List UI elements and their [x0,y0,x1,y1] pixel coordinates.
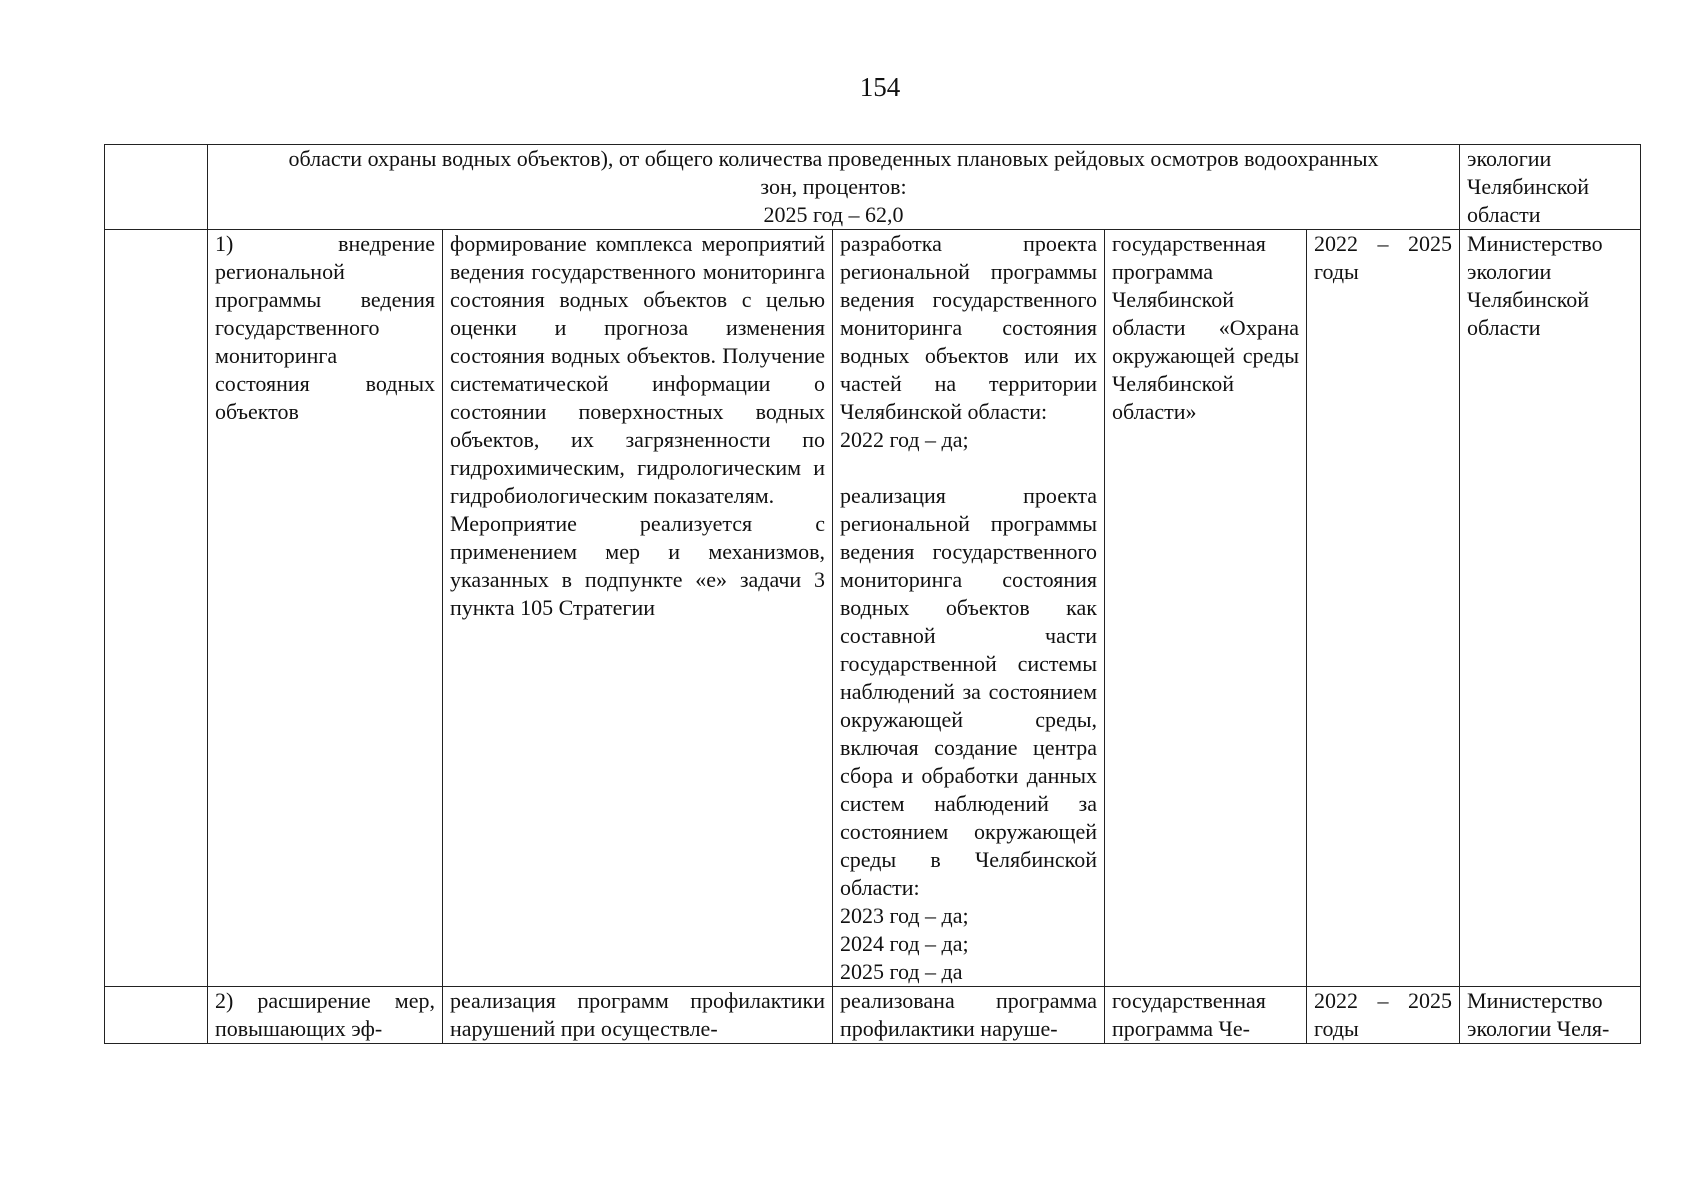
table-row-continuation [105,145,1641,230]
cell-number [105,145,208,230]
cell-number [105,230,208,987]
cell-program: государственная программа Челябинской области «Охрана окружающей среды Челябинской области» [1105,230,1307,987]
table-row [105,230,1641,987]
description-paragraph: формирование комплекса мероприятий ведения государственного мониторинга состояния водных объектов с целью оценки и прогноза изменения состояния водных объектов. Получение систематической информации о состоянии поверхностных водных объектов, их загрязненности по гидрохимическим, гидрологическим и гидробиологическим показателям. [450,231,825,508]
table-row [105,987,1641,1044]
cell-measure: 1) внедрение региональной программы ведения государственного мониторинга состояния водных объектов [208,230,443,987]
cell-result: реализована программа профилактики наруше- [833,987,1105,1044]
result-text: разработка проекта региональной программы ведения государственного мониторинга состояния водных объектов или их частей на территории Челябинской области: [840,231,1097,424]
result-text: реализация проекта региональной программы ведения государственного мониторинга состояния водных объектов как составной части государственной системы наблюдений за состоянием окружающей среды, включая создание центра сбора и обработки данных систем наблюдений за состоянием окружающей среды в Челябинской области: [840,483,1097,900]
cell-description [443,230,833,987]
page-number: 154 [859,72,901,102]
cell-program: государственная программа Че- [1105,987,1307,1044]
cell-period: 2022 – 2025 годы [1307,230,1460,987]
result-years: 2023 год – да; 2024 год – да; 2025 год – да [840,903,969,984]
measures-table [104,144,1641,1044]
indicator-line: 2025 год – 62,0 [763,202,904,227]
cell-period: 2022 – 2025 годы [1307,987,1460,1044]
description-paragraph: Мероприятие реализуется с применением мер и механизмов, указанных в подпункте «е» задачи 3 пункта 105 Стратегии [450,511,825,620]
cell-responsible: экологии Челябинской области [1460,145,1641,230]
result-years: 2022 год – да; [840,427,969,452]
cell-responsible: Министерство экологии Челя- [1460,987,1641,1044]
cell-responsible: Министерство экологии Челябинской области [1460,230,1641,987]
indicator-line: области охраны водных объектов), от общего количества проведенных плановых рейдовых осмотров водоохранных [288,146,1379,171]
cell-indicator-continuation [208,145,1460,230]
cell-description: реализация программ профилактики нарушений при осуществле- [443,987,833,1044]
cell-measure: 2) расширение мер, повышающих эф- [208,987,443,1044]
cell-number [105,987,208,1044]
indicator-line: зон, процентов: [760,174,907,199]
result-spacer [840,454,1097,482]
cell-result [833,230,1105,987]
